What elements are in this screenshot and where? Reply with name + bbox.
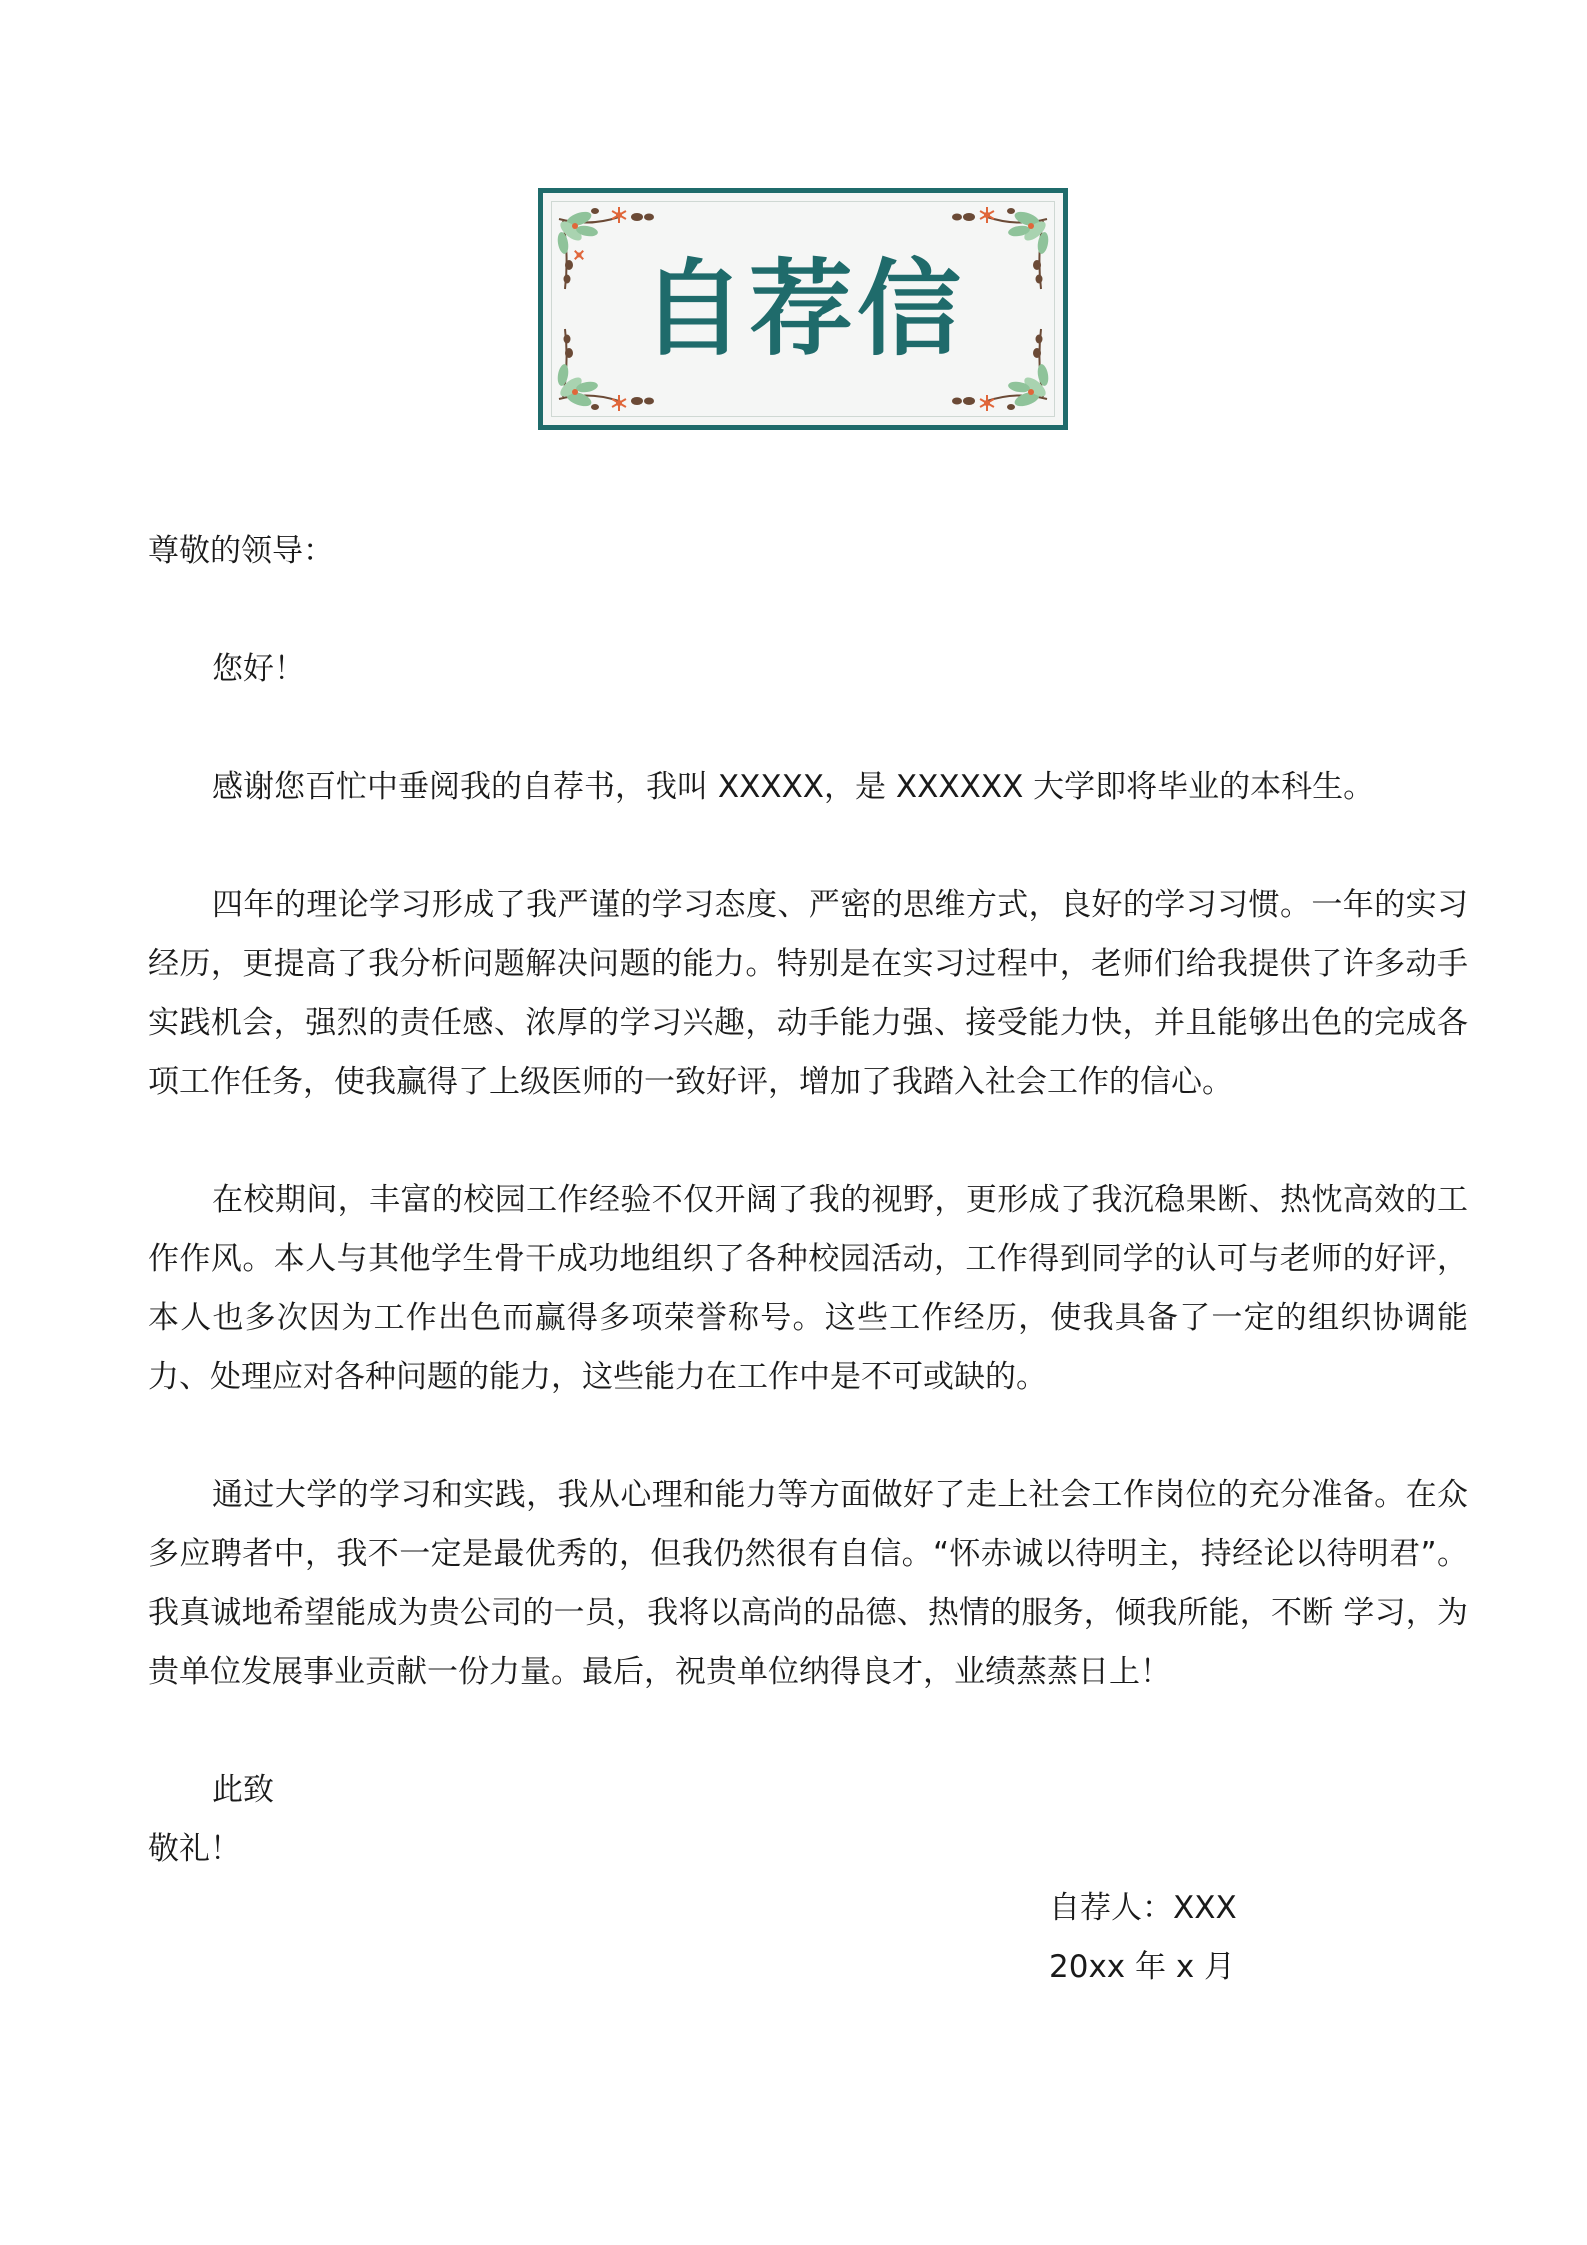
paragraph-closing: 通过大学的学习和实践，我从心理和能力等方面做好了走上社会工作岗位的充分准备。在众多应聘者中，我不一定是最优秀的，但我仍然很有自信。“怀赤诚以待明主，持经论以待明君”。我真诚地希望能成为贵公司的一员，我将以高尚的品德、热情的服务，倾我所能，不断 学习，为贵单位发展事业贡献一份力量。最后，祝贵单位纳得良才，业绩蒸蒸日上！: [148, 1477, 1468, 1690]
closing-line-2: 敬礼！: [148, 1831, 241, 1867]
signer: 自荐人：XXX: [1049, 1890, 1237, 1926]
page-title: 自荐信: [640, 247, 965, 370]
paragraph-campus: 在校期间，丰富的校园工作经验不仅开阔了我的视野，更形成了我沉稳果断、热忱高效的工作作风。本人与其他学生骨干成功地组织了各种校园活动，工作得到同学的认可与老师的好评，本人也多次因为工作出色而赢得多项荣誉称号。这些工作经历，使我具备了一定的组织协调能力、处理应对各种问题的能力，这些能力在工作中是不可或缺的。: [148, 1182, 1468, 1395]
paragraph-study: 四年的理论学习形成了我严谨的学习态度、严密的思维方式，良好的学习习惯。一年的实习经历，更提高了我分析问题解决问题的能力。特别是在实习过程中，老师们给我提供了许多动手实践机会，强烈的责任感、浓厚的学习兴趣，动手能力强、接受能力快，并且能够出色的完成各项工作任务，使我赢得了上级医师的一致好评，增加了我踏入社会工作的信心。: [148, 887, 1468, 1100]
title-banner: [538, 188, 1068, 430]
salutation: 尊敬的领导：: [148, 533, 334, 569]
closing-line-1: 此致: [212, 1772, 274, 1808]
paragraph-intro: 感谢您百忙中垂阅我的自荐书，我叫 XXXXX，是 XXXXXX 大学即将毕业的本科生。: [212, 769, 1375, 805]
greeting: 您好！: [212, 651, 305, 687]
date: 20xx 年 x 月: [1049, 1949, 1236, 1985]
